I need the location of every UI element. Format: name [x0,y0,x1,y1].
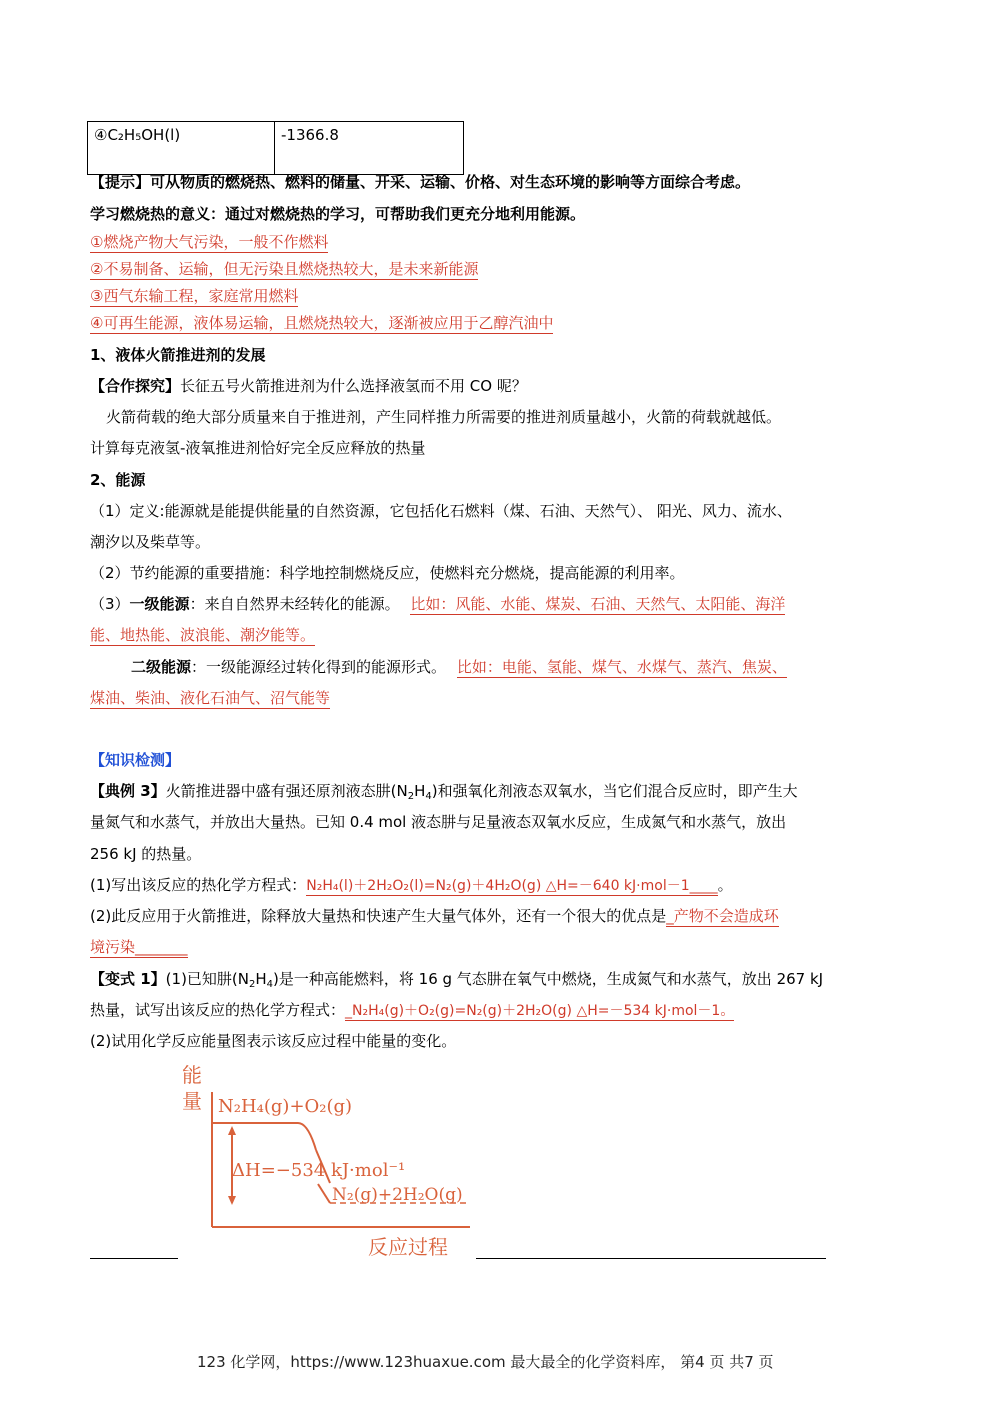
variant1-line-2-text: 热量，试写出该反应的热化学方程式： [90,1001,346,1019]
secondary-answer-1: 比如：电能、氢能、煤气、水煤气、蒸汽、焦炭、 [456,658,787,676]
y-axis-label-1: 能 [182,1063,202,1087]
example3-q1 [90,874,733,897]
example3-label: 【典例 3】 [90,782,166,800]
table-row [88,122,464,175]
knowledge-check-heading: 【知识检测】 [90,751,181,769]
secondary-answer-2: 煤油、柴油、液化石油气、沼气能等 [90,689,331,707]
hint-line [90,171,750,193]
example3-q1-answer: N₂H₄(l)＋2H₂O₂(l)=N₂(g)＋4H₂O(g) △H=－640 kJ·mol－1____ [306,878,718,894]
variant1-line-2 [90,999,734,1022]
example3-q2-text: (2)此反应用于火箭推进，除释放大量热和快速产生大量气体外，还有一个很大的优点是 [90,907,667,925]
variant1-text-a: (1)已知肼(N [165,970,249,988]
hint-label: 【提示】 [90,173,151,191]
coop-label: 【合作探究】 [90,377,181,395]
primary-answer-2: 能、地热能、波浪能、潮汐能等。 [90,626,316,644]
y-axis-label-2: 量 [182,1089,202,1113]
variant1-text-c: )是一种高能燃料，将 16 g 气态肼在氧气中燃烧，生成氮气和水蒸气，放出 267 kJ [273,970,824,988]
primary-prefix: （3） [90,595,130,613]
coop-line [90,375,527,397]
example3-q1-text: (1)写出该反应的热化学方程式： [90,876,307,894]
section1-heading: 1、液体火箭推进剂的发展 [90,346,266,364]
variant1-line-1: 【变式 1】(1)已知肼$(N_2H_4)$是一种高能燃料，将 16 g 气态肼在氧气中燃烧，生成氮气和水蒸气，放出 267 kJ [90,970,824,990]
example3-q1-end: 。 [717,876,733,894]
table-cell-substance: ④C₂H₅OH(l) [88,122,275,175]
primary-text: ：来自自然界未经转化的能源。 [189,595,400,613]
definition-line-1: （1）定义:能源就是能提供能量的自然资源，它包括化石燃料（煤、石油、天然气）、 阳光、风力、流水、 [90,502,792,520]
page-footer: 123 化学网，https://www.123huaxue.com 最大最全的化学资料库， 第4 页 共7 页 [197,1353,774,1371]
delta-h-label: ΔH=−534 kJ·mol⁻¹ [232,1160,406,1181]
x-axis-label: 反应过程 [368,1235,448,1259]
primary-label: 一级能源 [129,595,190,613]
example3-text-a: 火箭推进器中盛有强还原剂液态肼(N [165,782,408,800]
variant1-label: 【变式 1】 [90,970,166,988]
answer-1: ①燃烧产物大气污染，一般不作燃料 [90,233,329,251]
example3-q2-answer-2: 境污染_______ [90,938,188,956]
example3-line-2: 量氮气和水蒸气，并放出大量热。已知 0.4 mol 液态肼与足量液态双氧水反应，生成氮气和水蒸气，放出 [90,813,787,831]
hint-text: 可从物质的燃烧热、燃料的储量、开采、运输、价格、对生态环境的影响等方面综合考虑。 [150,173,751,191]
primary-energy-line [90,593,785,615]
answer-blank-1[interactable] [90,1258,178,1259]
table-cell-value: -1366.8 [275,122,464,175]
example3-q2 [90,905,779,927]
variant1-text-b: H [255,970,267,988]
variant1-answer: _N₂H₄(g)＋O₂(g)=N₂(g)＋2H₂O(g) △H=－534 kJ·mol－1。 [345,1003,735,1019]
definition-line-2: 潮汐以及柴草等。 [90,533,211,551]
example3-text-b: H [414,782,426,800]
reaction-curve [298,1123,316,1150]
products-label: N₂(g)+2H₂O(g) [332,1185,463,1205]
answer-4: ④可再生能源，液体易运输，且燃烧热较大，逐渐被应用于乙醇汽油中 [90,314,554,332]
reactants-label: N₂H₄(g)+O₂(g) [218,1096,353,1117]
section2-heading: 2、能源 [90,471,146,489]
example3-text-c: )和强氧化剂液态双氧水，当它们混合反应时，即产生大 [431,782,798,800]
saving-measures: （2）节约能源的重要措施：科学地控制燃烧反应，使燃料充分燃烧，提高能源的利用率。 [90,564,685,582]
variant1-q2: (2)试用化学反应能量图表示该反应过程中能量的变化。 [90,1032,457,1050]
answer-blank-2[interactable] [476,1258,826,1259]
answer-2: ②不易制备、运输，但无污染且燃烧热较大，是未来新能源 [90,260,479,278]
primary-answer-1: 比如：风能、水能、煤炭、石油、天然气、太阳能、海洋 [410,595,786,613]
coop-text: 长征五号火箭推进剂为什么选择液氢而不用 CO 呢？ [180,377,527,395]
secondary-energy-line [131,656,787,678]
section1-paragraph-2: 计算每克液氢-液氧推进剂恰好完全反应释放的热量 [90,439,426,457]
example3-q2-answer-1: _产物不会造成环 [666,907,779,925]
secondary-label: 二级能源 [131,658,192,676]
fuel-table [87,121,464,175]
secondary-text: ：一级能源经过转化得到的能源形式。 [191,658,447,676]
section1-paragraph-1: 火箭荷载的绝大部分质量来自于推进剂，产生同样推力所需要的推进剂质量越小，火箭的荷载就越低。 [106,408,782,426]
example3-line-1: 【典例 3】火箭推进器中盛有强还原剂液态肼$(N_2H_4)$和强氧化剂液态双氧水，当它们混合反应时，即产生大 [90,782,798,802]
answer-3: ③西气东输工程，家庭常用燃料 [90,287,299,305]
significance-text: 学习燃烧热的意义：通过对燃烧热的学习，可帮助我们更充分地利用能源。 [90,205,586,223]
example3-line-3: 256 kJ 的热量。 [90,845,202,863]
energy-diagram [170,1060,490,1260]
